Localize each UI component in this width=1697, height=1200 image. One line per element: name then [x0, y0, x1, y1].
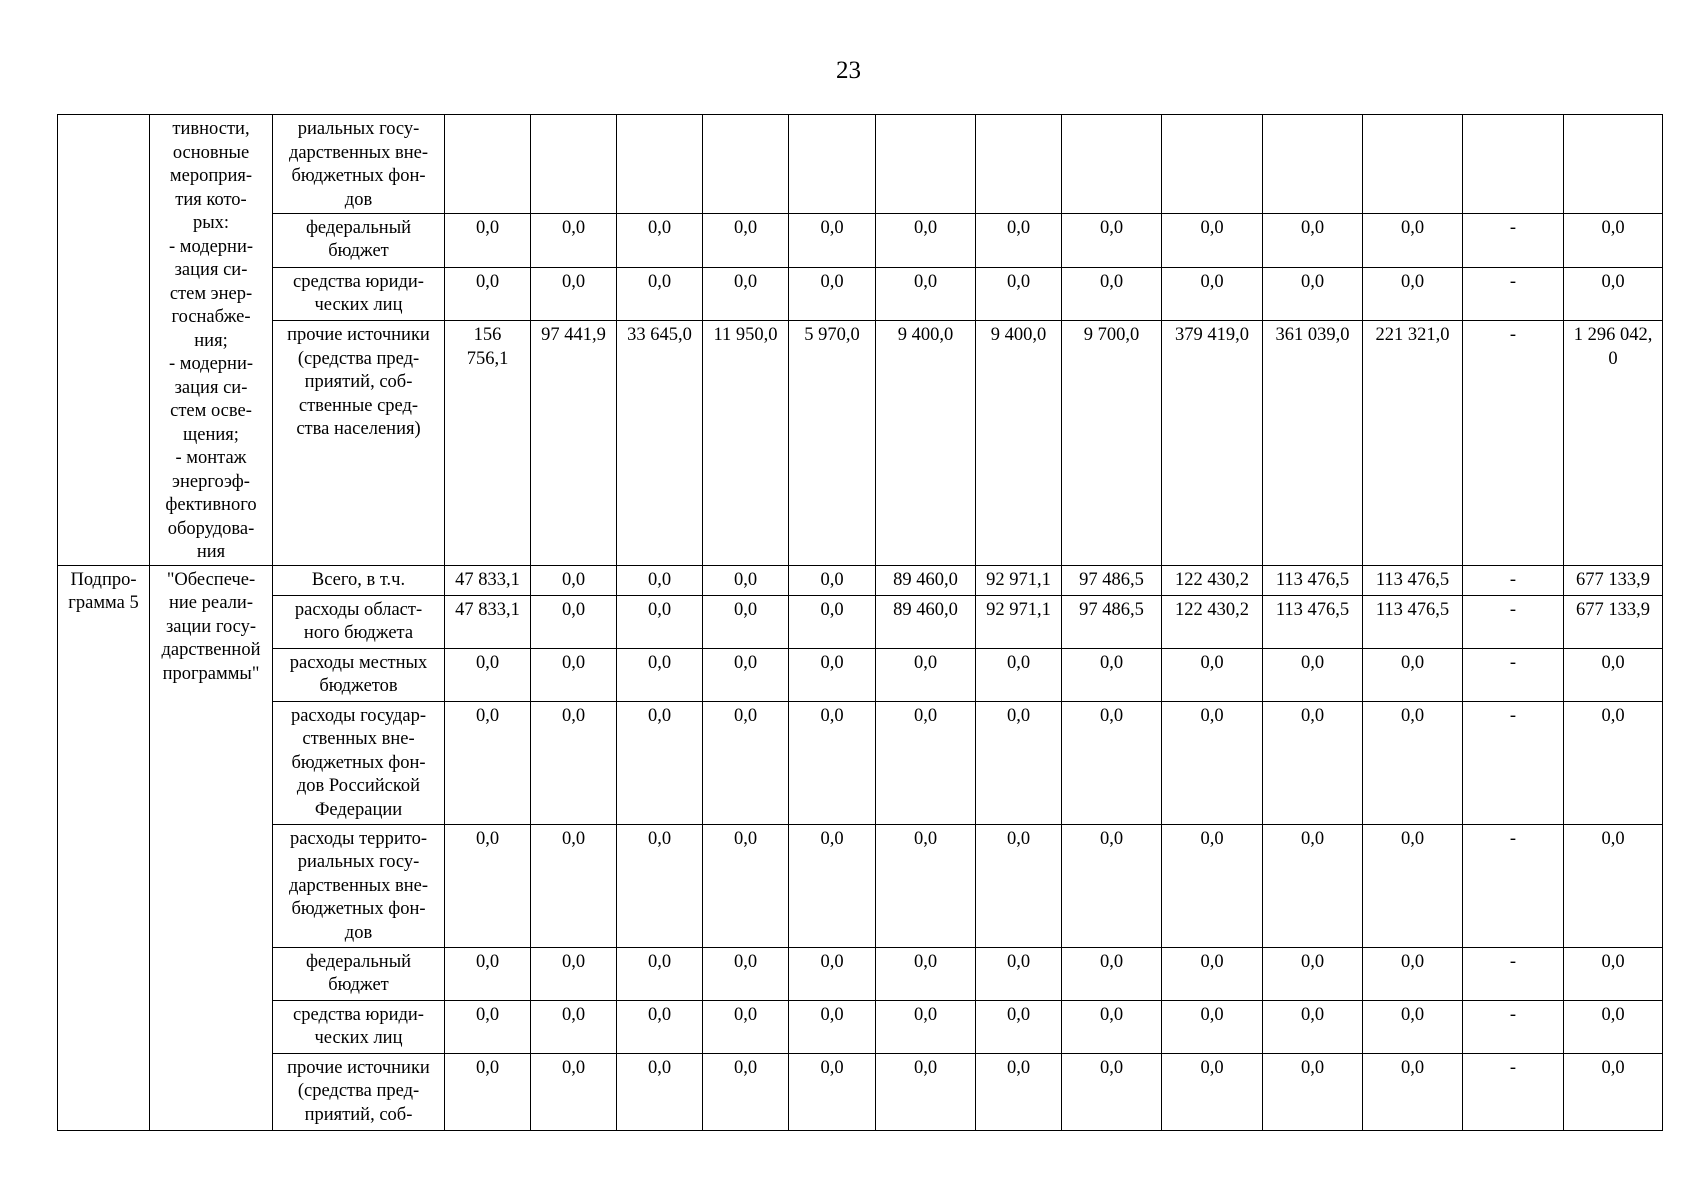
value-cell: 0,0	[617, 648, 703, 701]
funding-source-cell: расходы террито- риальных госу- дарственных вне- бюджетных фон- дов	[273, 824, 445, 947]
value-cell: 113 476,5	[1363, 565, 1463, 595]
value-cell: 92 971,1	[976, 595, 1062, 648]
table-row	[58, 701, 1663, 824]
value-cell: 97 486,5	[1062, 595, 1162, 648]
value-cell: 0,0	[445, 267, 531, 321]
value-cell: 0,0	[789, 824, 876, 947]
value-cell: 0,0	[1062, 213, 1162, 267]
value-cell: 0,0	[1162, 1000, 1263, 1053]
value-cell: 0,0	[1263, 947, 1363, 1000]
value-cell: 0,0	[789, 701, 876, 824]
funding-source-cell: прочие источники (средства пред- приятий, соб- ственные сред- ства населения)	[273, 321, 445, 565]
value-cell: 0,0	[617, 701, 703, 824]
value-cell	[703, 115, 789, 214]
value-cell: 9 400,0	[876, 321, 976, 565]
value-cell: 0,0	[789, 565, 876, 595]
value-cell: 0,0	[976, 701, 1062, 824]
value-cell: 47 833,1	[445, 595, 531, 648]
value-cell: 0,0	[876, 947, 976, 1000]
value-cell: 0,0	[531, 1000, 617, 1053]
funding-source-cell: федеральный бюджет	[273, 213, 445, 267]
value-cell: 0,0	[617, 1053, 703, 1130]
value-cell: 0,0	[703, 648, 789, 701]
funding-source-cell: средства юриди- ческих лиц	[273, 267, 445, 321]
table-row	[58, 947, 1663, 1000]
value-cell: -	[1463, 824, 1564, 947]
value-cell: 0,0	[1564, 648, 1663, 701]
value-cell: 1 296 042, 0	[1564, 321, 1663, 565]
value-cell: 0,0	[1162, 701, 1263, 824]
value-cell: 677 133,9	[1564, 595, 1663, 648]
value-cell: 0,0	[789, 648, 876, 701]
value-cell: 0,0	[1162, 267, 1263, 321]
value-cell: 0,0	[1363, 213, 1463, 267]
table-row	[58, 1053, 1663, 1130]
subprogram-description-cell: "Обеспече- ние реали- зации госу- дарственной программы"	[150, 565, 273, 1130]
value-cell: 0,0	[1564, 701, 1663, 824]
value-cell: 0,0	[1263, 1000, 1363, 1053]
value-cell: 0,0	[703, 213, 789, 267]
value-cell: 0,0	[617, 267, 703, 321]
value-cell: 0,0	[1062, 1000, 1162, 1053]
value-cell: 0,0	[531, 595, 617, 648]
value-cell: 0,0	[531, 1053, 617, 1130]
value-cell: 0,0	[876, 213, 976, 267]
value-cell: 0,0	[789, 267, 876, 321]
funding-source-cell: расходы местных бюджетов	[273, 648, 445, 701]
value-cell: 0,0	[1162, 213, 1263, 267]
value-cell: 0,0	[1062, 947, 1162, 1000]
value-cell: 0,0	[1263, 824, 1363, 947]
value-cell: 0,0	[1564, 824, 1663, 947]
funding-source-cell: федеральный бюджет	[273, 947, 445, 1000]
value-cell: 0,0	[876, 824, 976, 947]
value-cell: 0,0	[1062, 824, 1162, 947]
value-cell: 677 133,9	[1564, 565, 1663, 595]
table-row	[58, 565, 1663, 595]
value-cell: 0,0	[1062, 267, 1162, 321]
table-row	[58, 824, 1663, 947]
value-cell	[445, 115, 531, 214]
value-cell: 0,0	[789, 1053, 876, 1130]
value-cell: 0,0	[703, 1000, 789, 1053]
value-cell: 0,0	[531, 648, 617, 701]
value-cell: 0,0	[445, 701, 531, 824]
value-cell: 0,0	[445, 1053, 531, 1130]
value-cell: 0,0	[445, 947, 531, 1000]
value-cell: -	[1463, 595, 1564, 648]
value-cell: 97 441,9	[531, 321, 617, 565]
table-row	[58, 213, 1663, 267]
table-row	[58, 115, 1663, 214]
value-cell: 0,0	[1564, 213, 1663, 267]
value-cell: 0,0	[976, 648, 1062, 701]
value-cell: 89 460,0	[876, 595, 976, 648]
value-cell: 0,0	[531, 701, 617, 824]
table-row	[58, 321, 1663, 565]
table-row	[58, 595, 1663, 648]
table-row	[58, 1000, 1663, 1053]
value-cell: 0,0	[531, 267, 617, 321]
value-cell: 0,0	[1162, 824, 1263, 947]
value-cell: 47 833,1	[445, 565, 531, 595]
value-cell: 0,0	[1363, 824, 1463, 947]
value-cell: 0,0	[1363, 947, 1463, 1000]
value-cell: 0,0	[703, 947, 789, 1000]
budget-table	[57, 114, 1663, 1131]
value-cell: 0,0	[703, 595, 789, 648]
value-cell: 0,0	[617, 1000, 703, 1053]
value-cell: 0,0	[1263, 1053, 1363, 1130]
value-cell: 113 476,5	[1263, 565, 1363, 595]
funding-source-cell: прочие источники (средства пред- приятий, соб-	[273, 1053, 445, 1130]
table-row	[58, 267, 1663, 321]
value-cell: -	[1463, 565, 1564, 595]
value-cell: 113 476,5	[1363, 595, 1463, 648]
value-cell: 0,0	[1564, 1053, 1663, 1130]
value-cell: 0,0	[1162, 947, 1263, 1000]
value-cell: 0,0	[445, 213, 531, 267]
value-cell: 11 950,0	[703, 321, 789, 565]
funding-source-cell: расходы государ- ственных вне- бюджетных фон- дов Российской Федерации	[273, 701, 445, 824]
subprogram-name-cell: Подпро- грамма 5	[58, 565, 150, 1130]
value-cell: 122 430,2	[1162, 595, 1263, 648]
value-cell: 0,0	[617, 213, 703, 267]
value-cell: 0,0	[1363, 1000, 1463, 1053]
value-cell: 0,0	[617, 824, 703, 947]
value-cell	[1062, 115, 1162, 214]
value-cell: 0,0	[1062, 648, 1162, 701]
value-cell: 0,0	[617, 565, 703, 595]
value-cell: 0,0	[976, 1000, 1062, 1053]
value-cell: 0,0	[876, 1000, 976, 1053]
value-cell: 9 700,0	[1062, 321, 1162, 565]
value-cell: 0,0	[876, 648, 976, 701]
value-cell: 0,0	[531, 213, 617, 267]
value-cell: 0,0	[789, 595, 876, 648]
value-cell: 156 756,1	[445, 321, 531, 565]
value-cell: 0,0	[1363, 267, 1463, 321]
value-cell: 379 419,0	[1162, 321, 1263, 565]
value-cell: 0,0	[876, 267, 976, 321]
value-cell: 0,0	[531, 824, 617, 947]
value-cell: 0,0	[1263, 701, 1363, 824]
value-cell: 0,0	[1162, 648, 1263, 701]
value-cell: 0,0	[1062, 701, 1162, 824]
subprogram-name-cell	[58, 115, 150, 566]
value-cell: 0,0	[1564, 1000, 1663, 1053]
value-cell: -	[1463, 267, 1564, 321]
value-cell	[789, 115, 876, 214]
value-cell: -	[1463, 701, 1564, 824]
value-cell: 0,0	[617, 595, 703, 648]
value-cell: 0,0	[1564, 947, 1663, 1000]
value-cell: 0,0	[1263, 267, 1363, 321]
value-cell: 0,0	[445, 648, 531, 701]
value-cell: 0,0	[1263, 213, 1363, 267]
value-cell: 0,0	[789, 1000, 876, 1053]
value-cell	[876, 115, 976, 214]
value-cell: 0,0	[445, 824, 531, 947]
subprogram-description-cell: тивности, основные мероприя- тия кото- рых: - модерни- зация си- стем энер- госнабже- ния; - модерни- зация си- стем осве- щения; - монтаж энергоэф- фективного оборудова- ния	[150, 115, 273, 566]
value-cell: 0,0	[876, 1053, 976, 1130]
value-cell: 122 430,2	[1162, 565, 1263, 595]
value-cell: 89 460,0	[876, 565, 976, 595]
value-cell: 0,0	[703, 1053, 789, 1130]
value-cell: 0,0	[1062, 1053, 1162, 1130]
value-cell: 0,0	[1363, 1053, 1463, 1130]
value-cell: 0,0	[976, 824, 1062, 947]
value-cell	[1363, 115, 1463, 214]
value-cell: 0,0	[1363, 648, 1463, 701]
value-cell: -	[1463, 947, 1564, 1000]
value-cell	[531, 115, 617, 214]
page-number: 23	[836, 57, 861, 84]
value-cell: 0,0	[531, 947, 617, 1000]
value-cell: 9 400,0	[976, 321, 1062, 565]
value-cell: -	[1463, 1053, 1564, 1130]
value-cell: 0,0	[703, 701, 789, 824]
value-cell: 0,0	[1162, 1053, 1263, 1130]
value-cell: 0,0	[976, 1053, 1062, 1130]
value-cell: -	[1463, 321, 1564, 565]
value-cell	[1564, 115, 1663, 214]
value-cell: 0,0	[789, 213, 876, 267]
value-cell: 113 476,5	[1263, 595, 1363, 648]
value-cell: -	[1463, 648, 1564, 701]
value-cell: 0,0	[445, 1000, 531, 1053]
value-cell: 0,0	[976, 213, 1062, 267]
funding-source-cell: средства юриди- ческих лиц	[273, 1000, 445, 1053]
value-cell	[1463, 115, 1564, 214]
value-cell: 0,0	[976, 267, 1062, 321]
value-cell: 0,0	[703, 824, 789, 947]
funding-source-cell: расходы област- ного бюджета	[273, 595, 445, 648]
value-cell: -	[1463, 1000, 1564, 1053]
value-cell: 0,0	[531, 565, 617, 595]
value-cell: 0,0	[1363, 701, 1463, 824]
value-cell: 0,0	[703, 267, 789, 321]
funding-source-cell: Всего, в т.ч.	[273, 565, 445, 595]
value-cell: 0,0	[1564, 267, 1663, 321]
value-cell: 361 039,0	[1263, 321, 1363, 565]
value-cell: 5 970,0	[789, 321, 876, 565]
value-cell	[617, 115, 703, 214]
value-cell: 0,0	[876, 701, 976, 824]
value-cell: -	[1463, 213, 1564, 267]
value-cell: 33 645,0	[617, 321, 703, 565]
funding-source-cell: риальных госу- дарственных вне- бюджетных фон- дов	[273, 115, 445, 214]
value-cell: 0,0	[976, 947, 1062, 1000]
value-cell: 0,0	[1263, 648, 1363, 701]
table-row	[58, 648, 1663, 701]
value-cell: 0,0	[789, 947, 876, 1000]
value-cell: 97 486,5	[1062, 565, 1162, 595]
value-cell	[976, 115, 1062, 214]
value-cell	[1263, 115, 1363, 214]
value-cell: 221 321,0	[1363, 321, 1463, 565]
value-cell	[1162, 115, 1263, 214]
value-cell: 0,0	[703, 565, 789, 595]
value-cell: 0,0	[617, 947, 703, 1000]
value-cell: 92 971,1	[976, 565, 1062, 595]
